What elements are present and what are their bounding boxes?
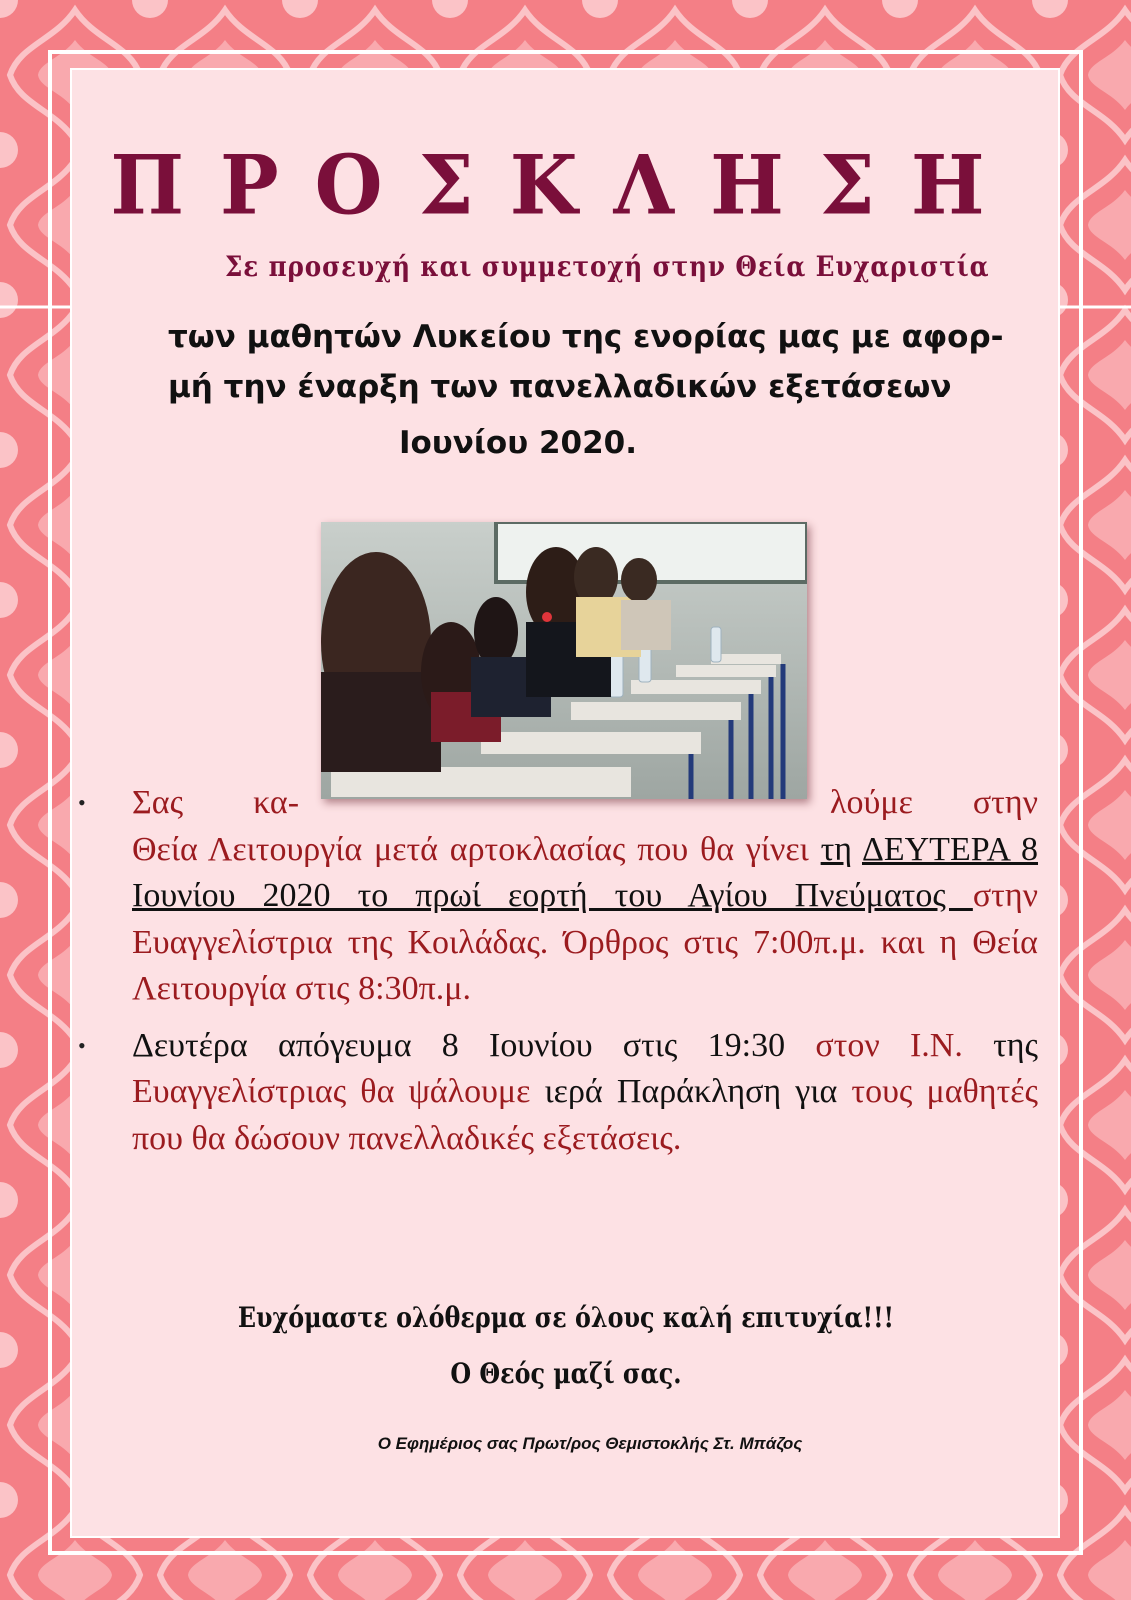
bullet2-text-4: Ευαγγελίστριας θα ψάλουμε bbox=[132, 1073, 545, 1110]
bullet1-underlined-a: τη bbox=[820, 830, 853, 868]
announcement-list bbox=[78, 780, 1038, 1162]
bullet1-word-loume: λούμε bbox=[830, 784, 913, 821]
bullet2-body bbox=[132, 1023, 1038, 1163]
page-title: ΠΡΟΣΚΛΗΣΗ bbox=[110, 137, 1021, 234]
intro-line-1: των μαθητών Λυκείου της ενορίας μας με αφορ- bbox=[168, 319, 1004, 355]
bullet2-text-3: της bbox=[993, 1026, 1038, 1064]
wish-line-2: Ο Θεός μαζί σας. bbox=[449, 1357, 682, 1390]
list-item bbox=[78, 780, 1038, 1013]
closing-wish bbox=[0, 1290, 1131, 1402]
wish-line-1: Ευχόμαστε ολόθερμα σε όλους καλή επιτυχία!!! bbox=[237, 1301, 894, 1334]
bullet2-text-5: ιερά Παράκληση για bbox=[544, 1073, 852, 1110]
list-item bbox=[78, 1023, 1038, 1163]
bullet1-text-a: Θεία Λειτουργία μετά αρτοκλασίας που θα γίνει bbox=[132, 830, 821, 868]
intro-line-2: μή την έναρξη των πανελλαδικών εξετάσεων bbox=[168, 369, 952, 405]
bullet1-underlined-b: ΔΕΥΤΕΡΑ 8 Ιουνίου 2020 το πρωί εορτή του Αγίου Πνεύματος bbox=[132, 830, 1039, 914]
bullet1-word-stin: στην bbox=[972, 784, 1038, 821]
classroom-illustration bbox=[321, 522, 807, 799]
bullet1-body bbox=[132, 827, 1038, 1013]
signature: Ο Εφημέριος σας Πρωτ/ρος Θεμιστοκλής Στ. Μπάζος bbox=[377, 1434, 803, 1453]
intro-line-3: Ιουνίου 2020. bbox=[398, 425, 638, 461]
bullet-dot-icon: • bbox=[78, 790, 86, 815]
subtitle: Σε προσευχή και συμμετοχή στην Θεία Ευχαριστία bbox=[225, 250, 990, 283]
bullet2-text-2: στον Ι.Ν. bbox=[815, 1026, 994, 1064]
bullet1-word-ka: κα- bbox=[253, 784, 300, 821]
bullet2-text-1: Δευτέρα απόγευμα 8 Ιουνίου στις 19:30 bbox=[132, 1026, 816, 1064]
bullet-dot-icon: • bbox=[78, 1032, 86, 1058]
intro-text bbox=[168, 312, 1048, 468]
bullet1-word-sas: Σας bbox=[132, 784, 184, 821]
exam-classroom-photo bbox=[321, 522, 807, 799]
bullet1-text-b: στην Ευαγγελίστρια της Κοιλάδας. Όρθρος στις 7:00π.μ. και η Θεία Λειτουργία στις 8:30π.μ. bbox=[132, 877, 1038, 1007]
bullet1-first-line bbox=[132, 780, 1038, 827]
bullet2-text-6: τους μαθητές που θα δώσουν πανελλαδικές εξετάσεις. bbox=[132, 1073, 1038, 1157]
